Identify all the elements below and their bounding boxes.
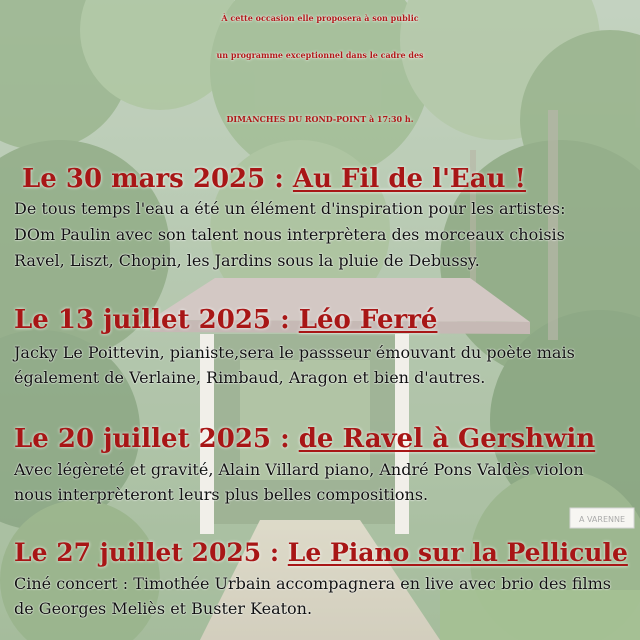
intro-line-2: un programme exceptionnel dans le cadre des xyxy=(216,50,424,60)
event-2-date: Le 13 juillet 2025 : xyxy=(14,305,299,335)
event-4-heading xyxy=(14,538,628,568)
event-1-line-3: Ravel, Liszt, Chopin, les Jardins sous la pluie de Debussy. xyxy=(14,251,480,270)
event-3-line-1: Avec légèreté et gravité, Alain Villard piano, André Pons Valdès violon xyxy=(14,460,584,479)
event-1-title: Au Fil de l'Eau ! xyxy=(292,164,526,194)
event-1-line-2: DOm Paulin avec son talent nous interprètera des morceaux choisis xyxy=(14,225,565,244)
event-1-date: Le 30 mars 2025 : xyxy=(22,164,293,194)
series-title: DIMANCHES DU ROND-POINT à 17:30 h. xyxy=(226,114,414,124)
sign-text: A VARENNE xyxy=(578,515,626,524)
intro-line-1: À cette occasion elle proposera à son public xyxy=(221,13,419,23)
event-1-heading xyxy=(22,164,526,194)
event-2-line-1: Jacky Le Poittevin, pianiste,sera le passseur émouvant du poète mais xyxy=(14,343,575,362)
event-3-line-2: nous interprèteront leurs plus belles compositions. xyxy=(14,485,429,504)
event-2-title: Léo Ferré xyxy=(298,305,438,335)
event-3-date: Le 20 juillet 2025 : xyxy=(14,424,299,454)
event-3-title: de Ravel à Gershwin xyxy=(298,424,596,454)
event-2-heading xyxy=(14,305,437,335)
event-2-line-2: également de Verlaine, Rimbaud, Aragon et bien d'autres. xyxy=(14,368,486,387)
event-3-heading xyxy=(14,424,595,454)
event-4-line-1: Ciné concert : Timothée Urbain accompagnera en live avec brio des films xyxy=(14,574,611,593)
event-4-title: Le Piano sur la Pellicule xyxy=(287,538,628,567)
event-4-line-2: de Georges Meliès et Buster Keaton. xyxy=(14,599,313,618)
event-1-line-1: De tous temps l'eau a été un élément d'inspiration pour les artistes: xyxy=(14,199,566,218)
event-4-date: Le 27 juillet 2025 : xyxy=(14,538,288,567)
